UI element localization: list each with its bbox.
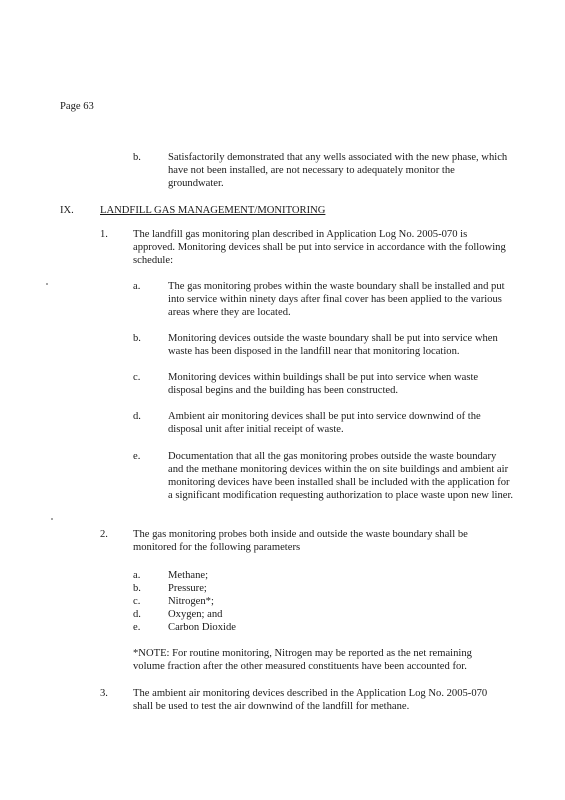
section-number: IX. <box>60 205 74 216</box>
nitrogen-note: *NOTE: For routine monitoring, Nitrogen may be reported as the net remaining volume fraction after the other measured constituents have been accounted for. <box>133 648 472 673</box>
parameter-carbon-dioxide: Carbon Dioxide <box>168 622 236 633</box>
parameter-pressure: Pressure; <box>168 583 207 594</box>
subitem-c-text: Monitoring devices within buildings shall be put into service when waste disposal begins and the building has been constructed. <box>168 372 479 397</box>
scan-speck <box>51 518 53 520</box>
subitem-d-marker: d. <box>133 411 141 422</box>
item-2-marker: 2. <box>100 529 108 540</box>
subitem-e-text: Documentation that all the gas monitoring probes outside the waste boundary and the methane monitoring devices within the on site buildings and ambient air monitoring devices have been installed shall be included with the application for a significant modification requesting authorization to place waste upon new liner. <box>168 451 514 502</box>
item-1-text: The landfill gas monitoring plan described in Application Log No. 2005-070 is approved. Monitoring devices shall be put into service in accordance with the following schedule: <box>133 229 506 267</box>
parameter-a-marker: a. <box>133 570 141 581</box>
item-b-marker: b. <box>133 152 141 163</box>
subitem-a-text: The gas monitoring probes within the waste boundary shall be installed and put into service within ninety days after final cover has been applied to the various areas where they are located. <box>168 281 505 319</box>
subitem-d-text: Ambient air monitoring devices shall be put into service downwind of the disposal unit after initial receipt of waste. <box>168 411 481 436</box>
parameter-nitrogen: Nitrogen*; <box>168 596 214 607</box>
page-number: Page 63 <box>60 101 94 112</box>
parameter-oxygen: Oxygen; and <box>168 609 223 620</box>
subitem-b-marker: b. <box>133 333 141 344</box>
item-2-text: The gas monitoring probes both inside and outside the waste boundary shall be monitored for the following parameters <box>133 529 468 554</box>
item-1-marker: 1. <box>100 229 108 240</box>
item-3-marker: 3. <box>100 688 108 699</box>
parameter-b-marker: b. <box>133 583 141 594</box>
subitem-c-marker: c. <box>133 372 141 383</box>
subitem-a-marker: a. <box>133 281 141 292</box>
item-3-text: The ambient air monitoring devices described in the Application Log No. 2005-070 shall be used to test the air downwind of the landfill for methane. <box>133 688 488 713</box>
subitem-e-marker: e. <box>133 451 141 462</box>
subitem-b-text: Monitoring devices outside the waste boundary shall be put into service when waste has been disposed in the landfill near that monitoring location. <box>168 333 498 358</box>
parameter-e-marker: e. <box>133 622 141 633</box>
scan-speck <box>46 283 48 285</box>
item-b-text: Satisfactorily demonstrated that any wells associated with the new phase, which have not been installed, are not necessary to adequately monitor the groundwater. <box>168 152 508 190</box>
section-title: LANDFILL GAS MANAGEMENT/MONITORING <box>100 205 326 216</box>
parameter-methane: Methane; <box>168 570 209 581</box>
parameter-d-marker: d. <box>133 609 141 620</box>
parameter-c-marker: c. <box>133 596 141 607</box>
